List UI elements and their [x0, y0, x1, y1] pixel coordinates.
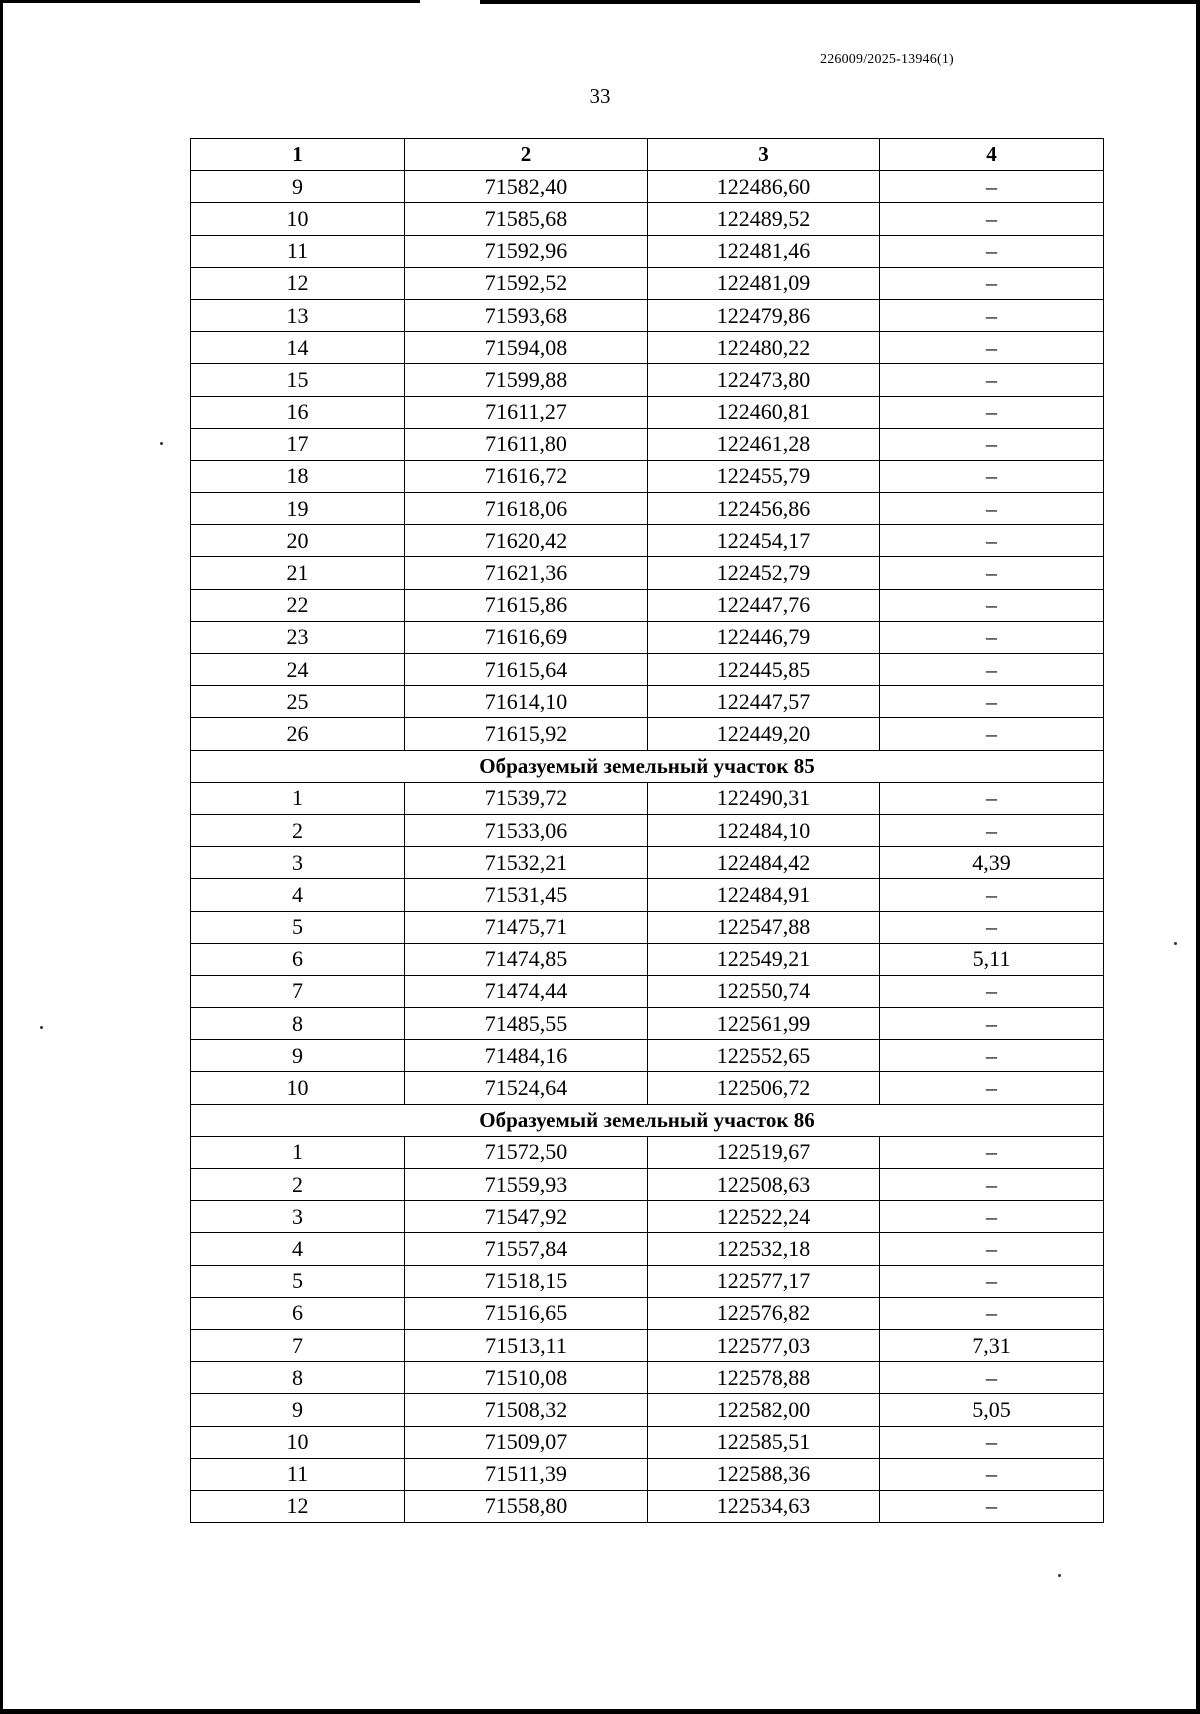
- point-number-cell: 2: [191, 1169, 405, 1201]
- table-row: [191, 1394, 1104, 1426]
- y-coordinate-cell: 122455,79: [648, 460, 880, 492]
- y-coordinate-cell: 122552,65: [648, 1040, 880, 1072]
- table-row: [191, 1169, 1104, 1201]
- x-coordinate-cell: 71593,68: [405, 299, 648, 331]
- x-coordinate-cell: 71518,15: [405, 1265, 648, 1297]
- x-coordinate-cell: 71618,06: [405, 493, 648, 525]
- point-number-cell: 22: [191, 589, 405, 621]
- y-coordinate-cell: 122447,76: [648, 589, 880, 621]
- header-col-3: 3: [648, 139, 880, 171]
- x-coordinate-cell: 71485,55: [405, 1008, 648, 1040]
- x-coordinate-cell: 71616,69: [405, 621, 648, 653]
- section-heading-row: [191, 750, 1104, 782]
- table-row: [191, 1297, 1104, 1329]
- header-col-1: 1: [191, 139, 405, 171]
- x-coordinate-cell: 71616,72: [405, 460, 648, 492]
- value-cell: –: [880, 203, 1104, 235]
- y-coordinate-cell: 122506,72: [648, 1072, 880, 1104]
- value-cell: –: [880, 1362, 1104, 1394]
- value-cell: –: [880, 332, 1104, 364]
- y-coordinate-cell: 122456,86: [648, 493, 880, 525]
- y-coordinate-cell: 122489,52: [648, 203, 880, 235]
- x-coordinate-cell: 71557,84: [405, 1233, 648, 1265]
- value-cell: –: [880, 1169, 1104, 1201]
- value-cell: –: [880, 975, 1104, 1007]
- x-coordinate-cell: 71592,96: [405, 235, 648, 267]
- value-cell: –: [880, 1008, 1104, 1040]
- x-coordinate-cell: 71559,93: [405, 1169, 648, 1201]
- scan-speck: [1058, 1574, 1061, 1577]
- scan-border-left: [0, 0, 3, 1714]
- table-row: [191, 654, 1104, 686]
- section-heading: Образуемый земельный участок 86: [191, 1104, 1104, 1136]
- x-coordinate-cell: 71620,42: [405, 525, 648, 557]
- table-row: [191, 235, 1104, 267]
- point-number-cell: 6: [191, 1297, 405, 1329]
- point-number-cell: 7: [191, 1329, 405, 1361]
- x-coordinate-cell: 71611,27: [405, 396, 648, 428]
- document-id: 226009/2025-13946(1): [820, 52, 954, 67]
- y-coordinate-cell: 122446,79: [648, 621, 880, 653]
- table-row: [191, 847, 1104, 879]
- point-number-cell: 7: [191, 975, 405, 1007]
- point-number-cell: 1: [191, 1136, 405, 1168]
- table-row: [191, 1136, 1104, 1168]
- y-coordinate-cell: 122577,03: [648, 1329, 880, 1361]
- x-coordinate-cell: 71511,39: [405, 1458, 648, 1490]
- table-row: [191, 621, 1104, 653]
- value-cell: –: [880, 171, 1104, 203]
- y-coordinate-cell: 122522,24: [648, 1201, 880, 1233]
- table-row: [191, 1072, 1104, 1104]
- y-coordinate-cell: 122473,80: [648, 364, 880, 396]
- value-cell: 4,39: [880, 847, 1104, 879]
- x-coordinate-cell: 71615,86: [405, 589, 648, 621]
- y-coordinate-cell: 122519,67: [648, 1136, 880, 1168]
- x-coordinate-cell: 71572,50: [405, 1136, 648, 1168]
- x-coordinate-cell: 71558,80: [405, 1490, 648, 1522]
- value-cell: –: [880, 686, 1104, 718]
- y-coordinate-cell: 122578,88: [648, 1362, 880, 1394]
- x-coordinate-cell: 71509,07: [405, 1426, 648, 1458]
- value-cell: 7,31: [880, 1329, 1104, 1361]
- value-cell: 5,11: [880, 943, 1104, 975]
- value-cell: –: [880, 1072, 1104, 1104]
- y-coordinate-cell: 122549,21: [648, 943, 880, 975]
- x-coordinate-cell: 71532,21: [405, 847, 648, 879]
- value-cell: –: [880, 428, 1104, 460]
- x-coordinate-cell: 71594,08: [405, 332, 648, 364]
- table-row: [191, 1201, 1104, 1233]
- y-coordinate-cell: 122452,79: [648, 557, 880, 589]
- point-number-cell: 24: [191, 654, 405, 686]
- table-row: [191, 589, 1104, 621]
- point-number-cell: 10: [191, 1072, 405, 1104]
- point-number-cell: 10: [191, 1426, 405, 1458]
- table-row: [191, 1490, 1104, 1522]
- value-cell: –: [880, 493, 1104, 525]
- y-coordinate-cell: 122577,17: [648, 1265, 880, 1297]
- x-coordinate-cell: 71474,85: [405, 943, 648, 975]
- page-number: 33: [589, 84, 611, 108]
- value-cell: –: [880, 1265, 1104, 1297]
- x-coordinate-cell: 71531,45: [405, 879, 648, 911]
- value-cell: –: [880, 267, 1104, 299]
- x-coordinate-cell: 71621,36: [405, 557, 648, 589]
- value-cell: –: [880, 1490, 1104, 1522]
- table-row: [191, 911, 1104, 943]
- table-row: [191, 1008, 1104, 1040]
- y-coordinate-cell: 122532,18: [648, 1233, 880, 1265]
- x-coordinate-cell: 71611,80: [405, 428, 648, 460]
- value-cell: –: [880, 621, 1104, 653]
- point-number-cell: 11: [191, 1458, 405, 1490]
- value-cell: –: [880, 1201, 1104, 1233]
- value-cell: –: [880, 589, 1104, 621]
- y-coordinate-cell: 122461,28: [648, 428, 880, 460]
- y-coordinate-cell: 122445,85: [648, 654, 880, 686]
- y-coordinate-cell: 122561,99: [648, 1008, 880, 1040]
- value-cell: –: [880, 1297, 1104, 1329]
- y-coordinate-cell: 122480,22: [648, 332, 880, 364]
- y-coordinate-cell: 122508,63: [648, 1169, 880, 1201]
- value-cell: –: [880, 557, 1104, 589]
- value-cell: –: [880, 1458, 1104, 1490]
- value-cell: –: [880, 1426, 1104, 1458]
- table-row: [191, 975, 1104, 1007]
- x-coordinate-cell: 71513,11: [405, 1329, 648, 1361]
- x-coordinate-cell: 71615,92: [405, 718, 648, 750]
- x-coordinate-cell: 71599,88: [405, 364, 648, 396]
- point-number-cell: 15: [191, 364, 405, 396]
- table-row: [191, 267, 1104, 299]
- value-cell: –: [880, 879, 1104, 911]
- point-number-cell: 8: [191, 1362, 405, 1394]
- y-coordinate-cell: 122460,81: [648, 396, 880, 428]
- point-number-cell: 5: [191, 911, 405, 943]
- point-number-cell: 26: [191, 718, 405, 750]
- value-cell: –: [880, 460, 1104, 492]
- point-number-cell: 2: [191, 814, 405, 846]
- point-number-cell: 20: [191, 525, 405, 557]
- x-coordinate-cell: 71585,68: [405, 203, 648, 235]
- table-row: [191, 718, 1104, 750]
- table-row: [191, 943, 1104, 975]
- point-number-cell: 18: [191, 460, 405, 492]
- x-coordinate-cell: 71539,72: [405, 782, 648, 814]
- coordinates-table: [190, 138, 1104, 1523]
- value-cell: –: [880, 1040, 1104, 1072]
- y-coordinate-cell: 122582,00: [648, 1394, 880, 1426]
- x-coordinate-cell: 71474,44: [405, 975, 648, 1007]
- table-row: [191, 1426, 1104, 1458]
- table-row: [191, 396, 1104, 428]
- point-number-cell: 25: [191, 686, 405, 718]
- y-coordinate-cell: 122547,88: [648, 911, 880, 943]
- value-cell: –: [880, 299, 1104, 331]
- table-row: [191, 1265, 1104, 1297]
- point-number-cell: 9: [191, 171, 405, 203]
- y-coordinate-cell: 122447,57: [648, 686, 880, 718]
- x-coordinate-cell: 71516,65: [405, 1297, 648, 1329]
- value-cell: –: [880, 782, 1104, 814]
- scan-border-right: [1196, 0, 1200, 1714]
- table-row: [191, 1329, 1104, 1361]
- point-number-cell: 17: [191, 428, 405, 460]
- table-row: [191, 203, 1104, 235]
- table-row: [191, 1362, 1104, 1394]
- y-coordinate-cell: 122490,31: [648, 782, 880, 814]
- coordinates-table-body: [191, 139, 1104, 1523]
- table-row: [191, 428, 1104, 460]
- point-number-cell: 9: [191, 1394, 405, 1426]
- header-col-2: 2: [405, 139, 648, 171]
- table-row: [191, 493, 1104, 525]
- point-number-cell: 6: [191, 943, 405, 975]
- point-number-cell: 11: [191, 235, 405, 267]
- y-coordinate-cell: 122484,10: [648, 814, 880, 846]
- point-number-cell: 10: [191, 203, 405, 235]
- x-coordinate-cell: 71484,16: [405, 1040, 648, 1072]
- y-coordinate-cell: 122484,91: [648, 879, 880, 911]
- point-number-cell: 12: [191, 267, 405, 299]
- table-row: [191, 1458, 1104, 1490]
- point-number-cell: 14: [191, 332, 405, 364]
- value-cell: –: [880, 654, 1104, 686]
- point-number-cell: 1: [191, 782, 405, 814]
- point-number-cell: 21: [191, 557, 405, 589]
- point-number-cell: 9: [191, 1040, 405, 1072]
- value-cell: –: [880, 364, 1104, 396]
- scan-speck: [1174, 942, 1177, 945]
- value-cell: –: [880, 525, 1104, 557]
- value-cell: 5,05: [880, 1394, 1104, 1426]
- point-number-cell: 3: [191, 1201, 405, 1233]
- scan-speck: [160, 442, 163, 445]
- y-coordinate-cell: 122588,36: [648, 1458, 880, 1490]
- point-number-cell: 23: [191, 621, 405, 653]
- x-coordinate-cell: 71508,32: [405, 1394, 648, 1426]
- y-coordinate-cell: 122576,82: [648, 1297, 880, 1329]
- x-coordinate-cell: 71592,52: [405, 267, 648, 299]
- value-cell: –: [880, 718, 1104, 750]
- y-coordinate-cell: 122534,63: [648, 1490, 880, 1522]
- table-header-row: [191, 139, 1104, 171]
- table-row: [191, 171, 1104, 203]
- point-number-cell: 19: [191, 493, 405, 525]
- table-row: [191, 686, 1104, 718]
- point-number-cell: 16: [191, 396, 405, 428]
- section-heading: Образуемый земельный участок 85: [191, 750, 1104, 782]
- point-number-cell: 13: [191, 299, 405, 331]
- table-row: [191, 1040, 1104, 1072]
- point-number-cell: 4: [191, 1233, 405, 1265]
- y-coordinate-cell: 122479,86: [648, 299, 880, 331]
- table-row: [191, 525, 1104, 557]
- scan-border-top-right: [480, 0, 1200, 4]
- y-coordinate-cell: 122454,17: [648, 525, 880, 557]
- point-number-cell: 3: [191, 847, 405, 879]
- y-coordinate-cell: 122550,74: [648, 975, 880, 1007]
- x-coordinate-cell: 71582,40: [405, 171, 648, 203]
- table-row: [191, 364, 1104, 396]
- y-coordinate-cell: 122484,42: [648, 847, 880, 879]
- value-cell: –: [880, 1233, 1104, 1265]
- x-coordinate-cell: 71475,71: [405, 911, 648, 943]
- value-cell: –: [880, 235, 1104, 267]
- value-cell: –: [880, 911, 1104, 943]
- section-heading-row: [191, 1104, 1104, 1136]
- scan-speck: [40, 1026, 43, 1029]
- point-number-cell: 5: [191, 1265, 405, 1297]
- table-row: [191, 782, 1104, 814]
- table-row: [191, 814, 1104, 846]
- x-coordinate-cell: 71615,64: [405, 654, 648, 686]
- point-number-cell: 4: [191, 879, 405, 911]
- table-row: [191, 879, 1104, 911]
- x-coordinate-cell: 71614,10: [405, 686, 648, 718]
- table-row: [191, 557, 1104, 589]
- y-coordinate-cell: 122481,46: [648, 235, 880, 267]
- scan-border-top-left: [0, 0, 420, 3]
- y-coordinate-cell: 122481,09: [648, 267, 880, 299]
- y-coordinate-cell: 122449,20: [648, 718, 880, 750]
- table-row: [191, 460, 1104, 492]
- header-col-4: 4: [880, 139, 1104, 171]
- x-coordinate-cell: 71547,92: [405, 1201, 648, 1233]
- table-row: [191, 1233, 1104, 1265]
- y-coordinate-cell: 122486,60: [648, 171, 880, 203]
- y-coordinate-cell: 122585,51: [648, 1426, 880, 1458]
- x-coordinate-cell: 71524,64: [405, 1072, 648, 1104]
- scan-border-bottom: [0, 1709, 1200, 1714]
- x-coordinate-cell: 71533,06: [405, 814, 648, 846]
- x-coordinate-cell: 71510,08: [405, 1362, 648, 1394]
- value-cell: –: [880, 1136, 1104, 1168]
- table-row: [191, 299, 1104, 331]
- value-cell: –: [880, 396, 1104, 428]
- point-number-cell: 12: [191, 1490, 405, 1522]
- table-row: [191, 332, 1104, 364]
- point-number-cell: 8: [191, 1008, 405, 1040]
- value-cell: –: [880, 814, 1104, 846]
